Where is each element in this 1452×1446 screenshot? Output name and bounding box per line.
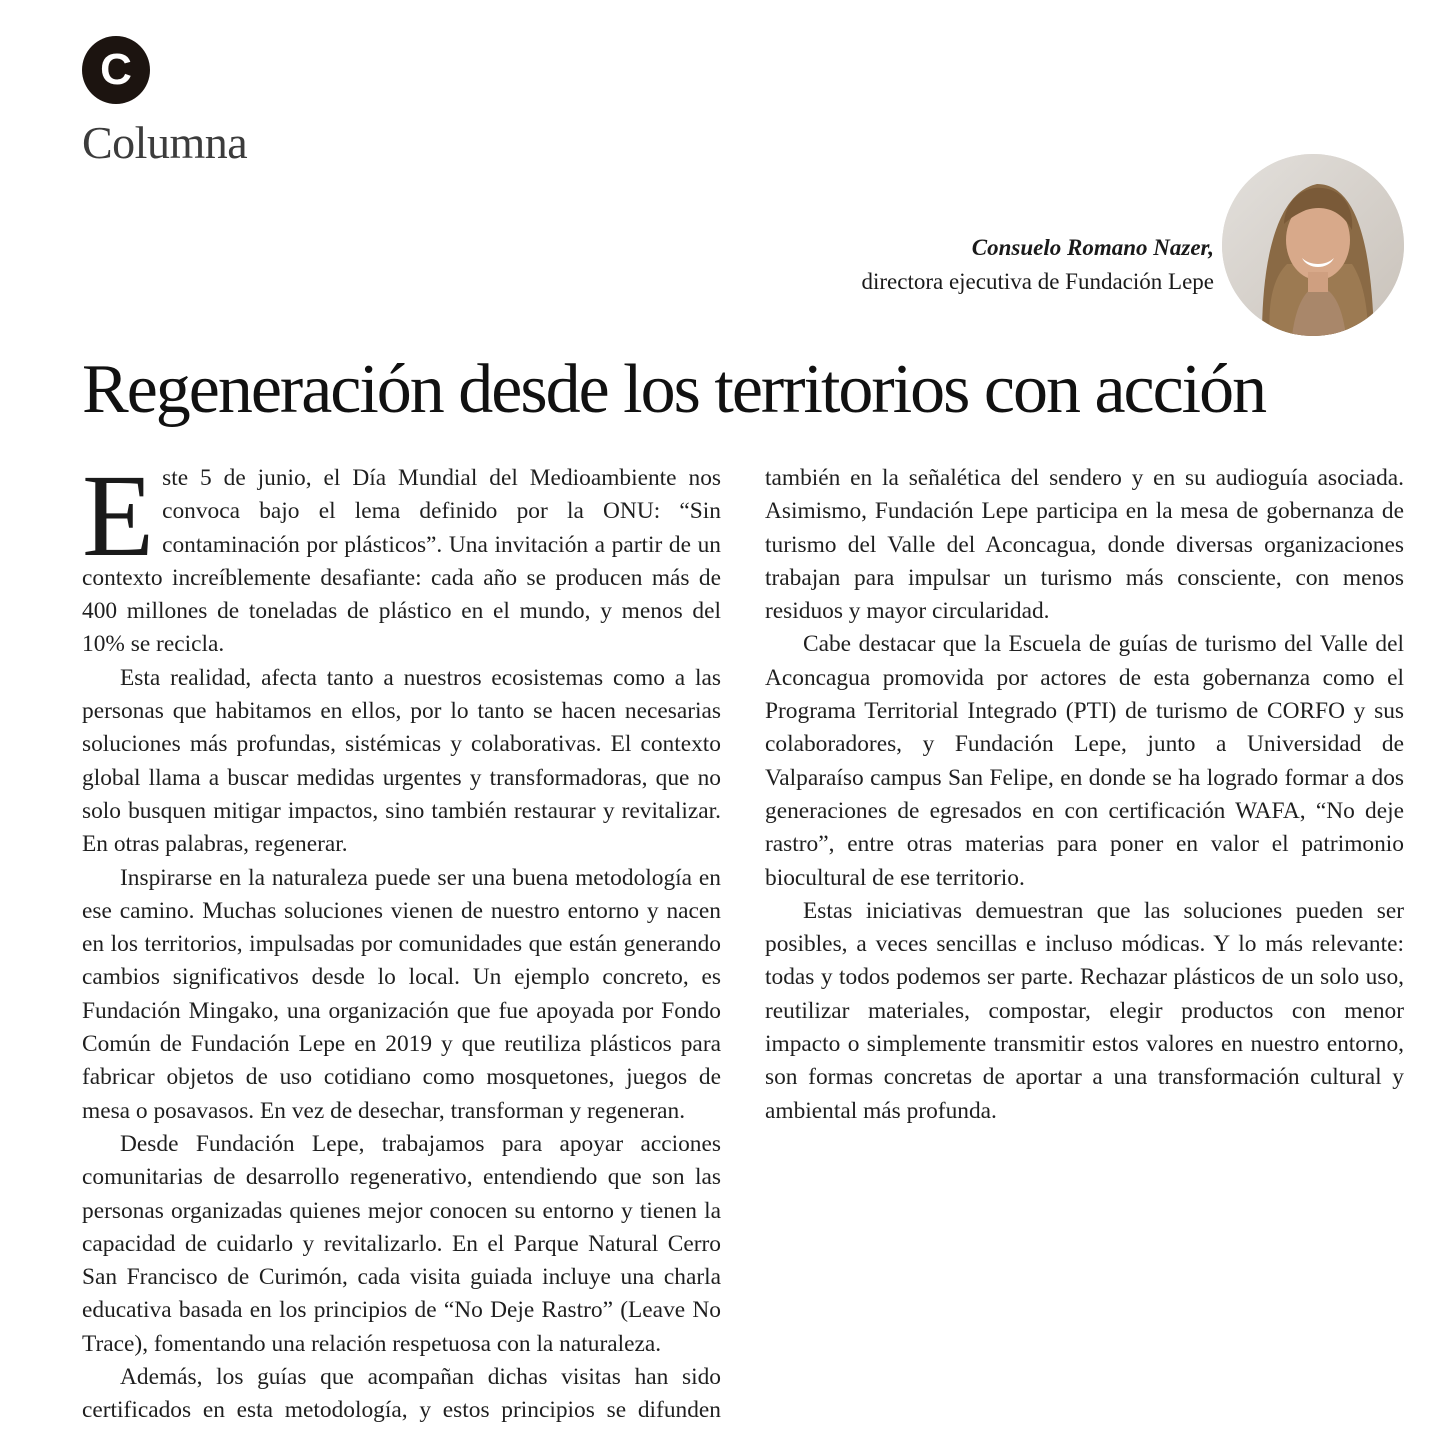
section-badge-letter: C: [100, 45, 132, 94]
author-byline: [861, 232, 1214, 300]
author-photo: [1222, 154, 1404, 336]
article-headline: Regeneración desde los territorios con acción: [82, 351, 1266, 428]
section-label: Columna: [82, 117, 248, 168]
article-paragraph: Inspirarse en la naturaleza puede ser una buena metodología en ese camino. Muchas soluciones vienen de nuestro entorno y nacen en los territorios, impulsadas por comunidades que están generando cambios significativos desde lo local. Un ejemplo concreto, es Fundación Mingako, una organización que fue apoyada por Fondo Común de Fundación Lepe en 2019 y que reutiliza plásticos para fabricar objetos de uso cotidiano como mosquetones, juegos de mesa o posavasos. En vez de desechar, transforman y regeneran.: [82, 864, 721, 1124]
article-paragraph: Desde Fundación Lepe, trabajamos para apoyar acciones comunitarias de desarrollo regenerativo, entendiendo que son las personas organizadas quienes mejor conocen su entorno y tienen la capacidad de cuidarlo y revitalizarlo. En el Parque Natural Cerro San Francisco de Curimón, cada visita guiada incluye una charla educativa basada en los principios de “No Deje Rastro” (Leave No Trace), fomentando una relación respetuosa con la naturaleza.: [82, 1130, 721, 1357]
author-role: directora ejecutiva de Fundación Lepe: [861, 269, 1214, 294]
article-body: [82, 450, 1404, 1438]
article-paragraph: Cabe destacar que la Escuela de guías de turismo del Valle del Aconcagua promovida por actores de esta gobernanza como el Programa Territorial Integrado (PTI) de turismo de CORFO y sus colaboradores, y Fundación Lepe, junto a Universidad de Valparaíso campus San Felipe, en donde se ha logrado formar a dos generaciones de egresados en con certificación WAFA, “No deje rastro”, entre otras materias para poner en valor el patrimonio biocultural de ese territorio.: [765, 631, 1404, 891]
section-badge: [82, 36, 150, 104]
article-paragraph: Además, los guías que acompañan dichas visitas han sido certificados en esta metodología, y estos principios se difunden también en la señalética del sendero y en su audioguía asociada. Asimismo, Fundación Lepe participa en la mesa de gobernanza de turismo del Valle del Aconcagua, donde diversas organizaciones trabajan para impulsar un turismo más consciente, con menos residuos y mayor circularidad.: [82, 465, 1404, 1424]
author-name: Consuelo Romano Nazer,: [971, 235, 1214, 260]
article-paragraph: Esta realidad, afecta tanto a nuestros ecosistemas como a las personas que habitamos en ellos, por lo tanto se hacen necesarias soluciones más profundas, sistémicas y colaborativas. El contexto global llama a buscar medidas urgentes y transformadoras, que no solo busquen mitigar impactos, sino también restaurar y revitalizar. En otras palabras, regenerar.: [82, 664, 721, 858]
article-paragraph: Estas iniciativas demuestran que las soluciones pueden ser posibles, a veces sencillas e incluso módicas. Y lo más relevante: todas y todos podemos ser parte. Rechazar plásticos de un solo uso, reutilizar materiales, compostar, elegir productos con menor impacto o simplemente transmitir estos valores en nuestro entorno, son formas concretas de aportar a una transformación cultural y ambiental más profunda.: [765, 897, 1404, 1124]
article-paragraph: Este 5 de junio, el Día Mundial del Medioambiente nos convoca bajo el lema definido por la ONU: “Sin contaminación por plásticos”. Una invitación a partir de un contexto increíblemente desafiante: cada año se producen más de 400 millones de toneladas de plástico en el mundo, y menos del 10% se recicla.: [82, 450, 721, 658]
drop-cap: E: [82, 450, 155, 581]
